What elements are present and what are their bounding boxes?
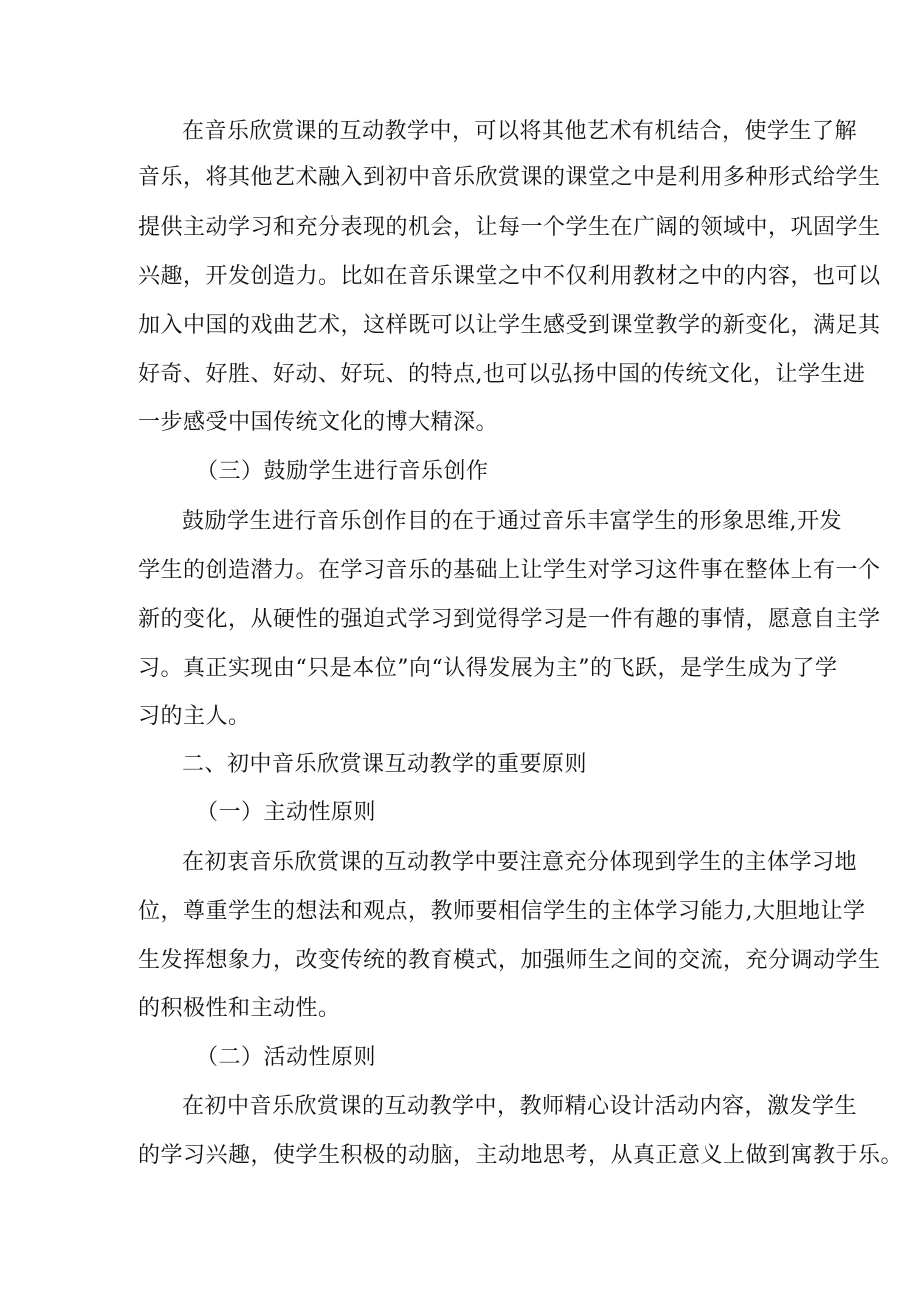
paragraph-1-line-5: 加入中国的戏曲艺术，这样既可以让学生感受到课堂教学的新变化，满足其 [138,313,881,338]
paragraph-3-line-3: 生发挥想象力，改变传统的教育模式，加强师生之间的交流，充分调动学生 [138,948,881,973]
paragraph-1-line-1: 在音乐欣赏课的互动教学中，可以将其他艺术有机结合，使学生了解 [182,119,858,144]
subheading-one: （一）主动性原则 [196,800,377,825]
paragraph-2-line-5: 习的主人。 [138,704,251,729]
paragraph-1-line-2: 音乐，将其他艺术融入到初中音乐欣赏课的课堂之中是利用多种形式给学生 [138,165,881,190]
paragraph-2-line-3: 新的变化，从硬性的强迫式学习到觉得学习是一件有趣的事情，愿意自主学 [138,607,881,632]
paragraph-2-line-1: 鼓励学生进行音乐创作目的在于通过音乐丰富学生的形象思维,开发 [182,509,842,534]
paragraph-1-line-6: 好奇、好胜、好动、好玩、的特点,也可以弘扬中国的传统文化，让学生进 [138,362,866,387]
paragraph-4-line-2: 的学习兴趣，使学生积极的动脑，主动地思考，从真正意义上做到寓教于乐。 [138,1143,904,1168]
paragraph-1-line-3: 提供主动学习和充分表现的机会，让每一个学生在广阔的领域中，巩固学生 [138,215,881,240]
section-heading-two: 二、初中音乐欣赏课互动教学的重要原则 [182,752,588,777]
subheading-three: （三）鼓励学生进行音乐创作 [196,459,489,484]
paragraph-2-line-2: 学生的创造潜力。在学习音乐的基础上让学生对学习这件事在整体上有一个 [138,558,881,583]
subheading-two: （二）活动性原则 [196,1045,377,1070]
paragraph-1-line-4: 兴趣，开发创造力。比如在音乐课堂之中不仅利用教材之中的内容，也可以 [138,264,881,289]
paragraph-3-line-1: 在初衷音乐欣赏课的互动教学中要注意充分体现到学生的主体学习地 [182,850,858,875]
paragraph-3-line-4: 的积极性和主动性。 [138,996,341,1021]
paragraph-3-line-2: 位，尊重学生的想法和观点，教师要相信学生的主体学习能力,大胆地让学 [138,899,866,924]
paragraph-4-line-1: 在初中音乐欣赏课的互动教学中，教师精心设计活动内容，激发学生 [182,1094,858,1119]
paragraph-2-line-4: 习。真正实现由“只是本位”向“认得发展为主”的飞跃，是学生成为了学 [138,656,838,681]
paragraph-1-line-7: 一步感受中国传统文化的博大精深。 [138,410,499,435]
